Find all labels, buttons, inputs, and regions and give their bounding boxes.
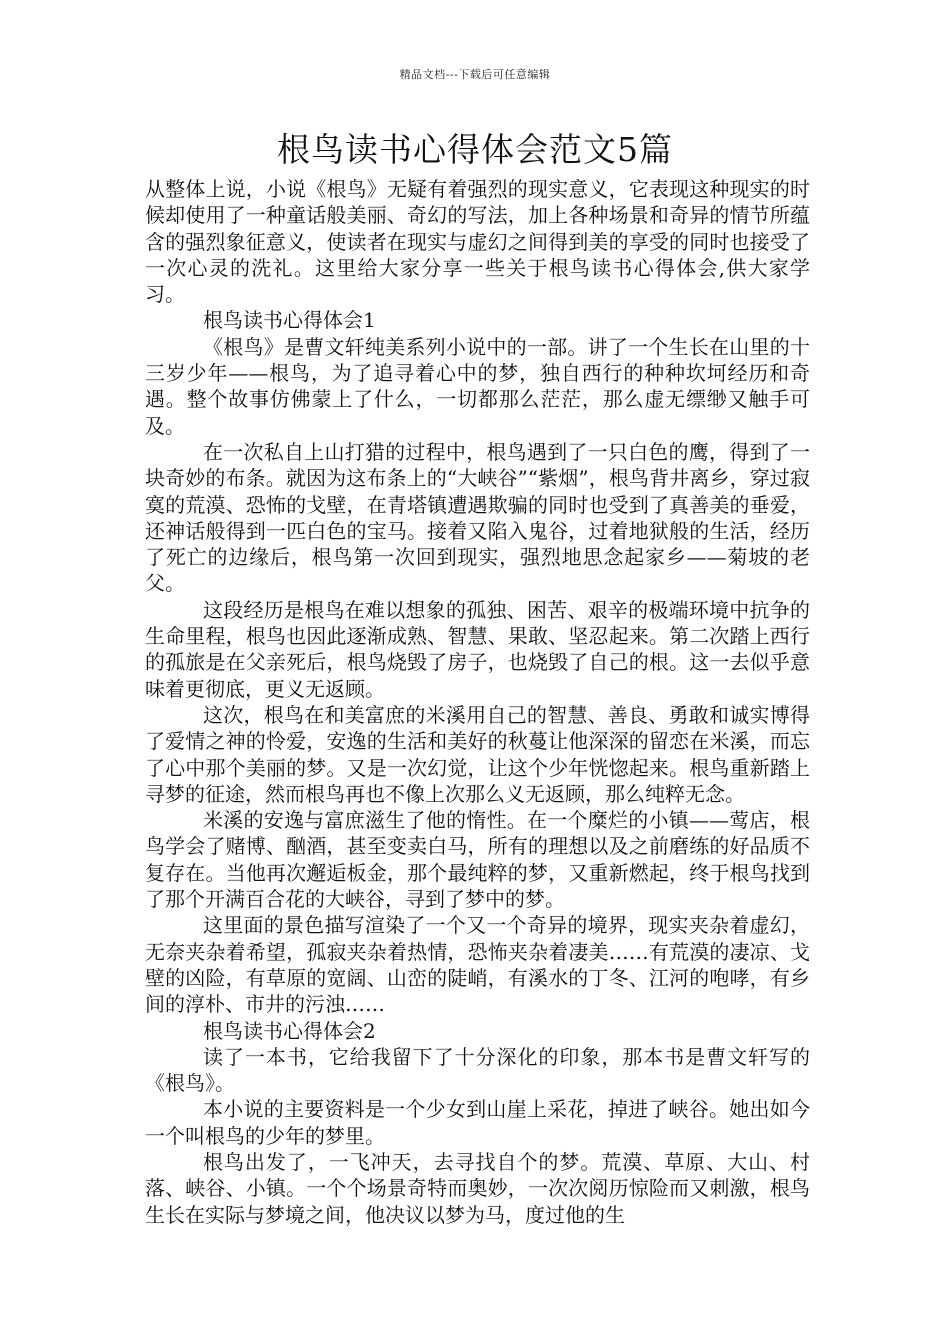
section-heading-1: 根鸟读书心得体会1 — [203, 308, 376, 333]
body-paragraph: 本小说的主要资料是一个少女到山崖上采花，掉进了峡谷。她出如今一个叫根鸟的少年的梦里。 — [145, 1097, 810, 1148]
body-paragraph: 米溪的安逸与富庶滋生了他的惰性。在一个糜烂的小镇——莺店，根鸟学会了赌博、酗酒，甚至变卖白马，所有的理想以及之前磨练的好品质不复存在。当他再次邂逅板金，那个最纯粹的梦，又重新燃起，终于根鸟找到了那个开满百合花的大峡谷，寻到了梦中的梦。 — [145, 808, 810, 912]
body-paragraph: 《根鸟》是曹文轩纯美系列小说中的一部。讲了一个生长在山里的十三岁少年——根鸟，为了追寻着心中的梦，独自西行的种种坎坷经历和奇遇。整个故事仿佛蒙上了什么，一切都那么茫茫，那么虚无缥缈又触手可及。 — [145, 334, 810, 438]
body-paragraph: 这次，根鸟在和美富庶的米溪用自己的智慧、善良、勇敢和诚实博得了爱情之神的怜爱，安逸的生活和美好的秋蔓让他深深的留恋在米溪，而忘了心中那个美丽的梦。又是一次幻觉，让这个少年恍惚起来。根鸟重新踏上寻梦的征途，然而根鸟再也不像上次那么义无返顾，那么纯粹无念。 — [145, 702, 810, 806]
body-paragraph: 读了一本书，它给我留下了十分深化的印象，那本书是曹文轩写的《根鸟》。 — [145, 1044, 810, 1096]
body-paragraph: 在一次私自上山打猎的过程中，根鸟遇到了一只白色的鹰，得到了一块奇妙的布条。就因为这布条上的“大峡谷”“紫烟”，根鸟背井离乡，穿过寂寞的荒漠、恐怖的戈壁，在青塔镇遭遇欺骗的同时也受到了真善美的垂爱，还神话般得到一匹白色的宝马。接着又陷入鬼谷，过着地狱般的生活，经历了死亡的边缘后，根鸟第一次回到现实，强烈地思念起家乡——菊坡的老父。 — [145, 439, 810, 596]
page-header: 精品文档---下载后可任意编辑 — [399, 68, 551, 81]
section-heading-2: 根鸟读书心得体会2 — [203, 1018, 376, 1043]
body-paragraph: 这段经历是根鸟在难以想象的孤独、困苦、艰辛的极端环境中抗争的生命里程，根鸟也因此逐渐成熟、智慧、果敢、坚忍起来。第二次踏上西行的孤旅是在父亲死后，根鸟烧毁了房子，也烧毁了自己的根。这一去似乎意味着更彻底，更义无返顾。 — [145, 597, 810, 701]
document-body — [145, 176, 810, 1228]
document-title: 根鸟读书心得体会范文5篇 — [277, 130, 673, 169]
body-paragraph: 根鸟出发了，一飞冲天，去寻找自个的梦。荒漠、草原、大山、村落、峡谷、小镇。一个个场景奇特而奥妙，一次次阅历惊险而又刺激，根鸟生长在实际与梦境之间，他决议以梦为马，度过他的生 — [145, 1149, 810, 1227]
body-paragraph: 这里面的景色描写渲染了一个又一个奇异的境界，现实夹杂着虚幻，无奈夹杂着希望，孤寂夹杂着热情，恐怖夹杂着凄美……有荒漠的凄凉、戈壁的凶险，有草原的宽阔、山峦的陡峭，有溪水的丁冬、江河的咆哮，有乡间的淳朴、市井的污浊…… — [145, 913, 810, 1017]
intro-paragraph: 从整体上说，小说《根鸟》无疑有着强烈的现实意义，它表现这种现实的时候却使用了一种童话般美丽、奇幻的写法，加上各种场景和奇异的情节所蕴含的强烈象征意义，使读者在现实与虚幻之间得到美的享受的同时也接受了一次心灵的洗礼。这里给大家分享一些关于根鸟读书心得体会,供大家学习。 — [145, 177, 810, 307]
